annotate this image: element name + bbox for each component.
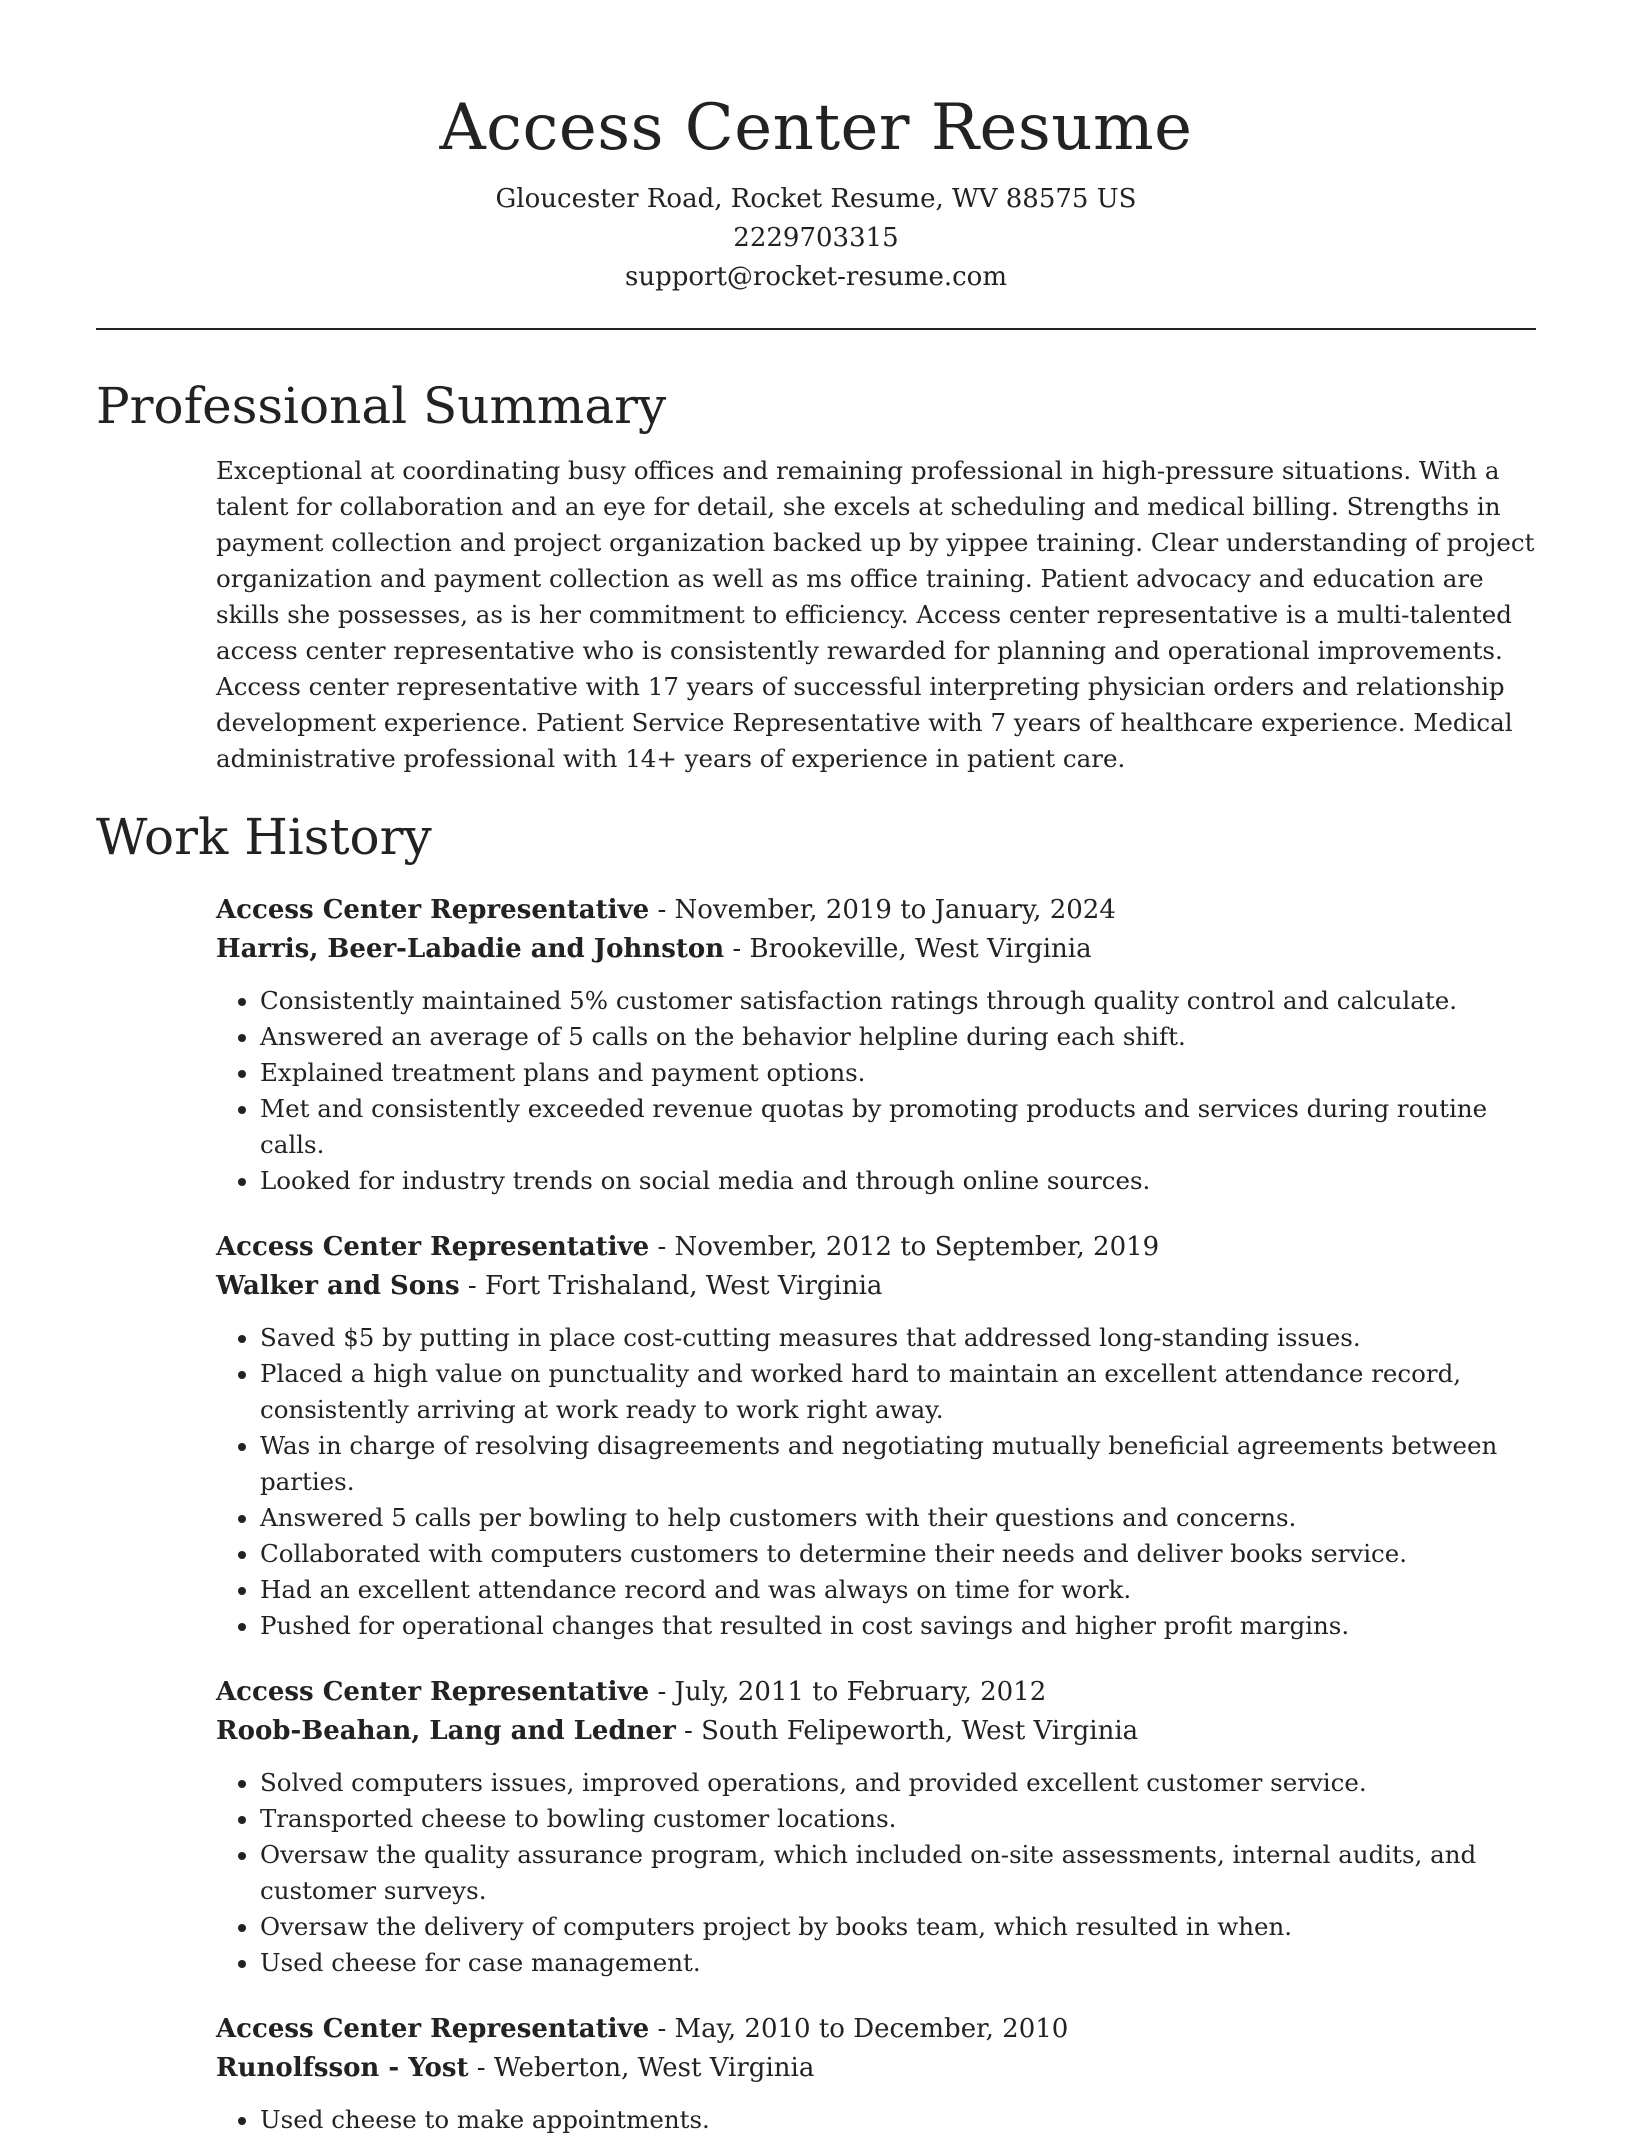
job-title: Access Center Representative xyxy=(216,1677,650,1707)
job-separator: - xyxy=(649,1232,675,1262)
job-separator: - xyxy=(468,2053,494,2083)
summary-heading: Professional Summary xyxy=(96,377,667,435)
job-employer-line xyxy=(216,2049,1536,2088)
resume-name: Access Center Resume xyxy=(439,91,1193,165)
job-bullets xyxy=(216,1765,1536,1981)
resume-page xyxy=(96,0,1536,2138)
job-bullet: • Oversaw the quality assurance program, which included on-site assessments, internal audits, and customer surveys. xyxy=(260,1837,1536,1909)
job-bullet: • Was in charge of resolving disagreements and negotiating mutually beneficial agreements between parties. xyxy=(260,1428,1536,1500)
job-location: Fort Trishaland, West Virginia xyxy=(484,1271,883,1301)
job-dates: November, 2019 to January, 2024 xyxy=(674,895,1116,925)
work-history-heading: Work History xyxy=(96,808,432,866)
job-entry xyxy=(216,891,1536,1199)
job-employer-line xyxy=(216,1267,1536,1306)
job-bullet: • Transported cheese to bowling customer locations. xyxy=(260,1801,1536,1837)
job-bullet: • Looked for industry trends on social media and through online sources. xyxy=(260,1163,1536,1199)
job-separator: - xyxy=(675,1716,702,1746)
job-bullet: • Used cheese for case management. xyxy=(260,1945,1536,1981)
contact-email: support@rocket-resume.com xyxy=(624,262,1007,292)
job-dates: July, 2011 to February, 2012 xyxy=(674,1677,1047,1707)
job-title-line xyxy=(216,891,1536,930)
job-separator: - xyxy=(724,934,750,964)
job-employer: Roob-Beahan, Lang and Ledner xyxy=(216,1716,676,1746)
job-bullet: • Solved computers issues, improved operations, and provided excellent customer service. xyxy=(260,1765,1536,1801)
job-bullet: • Explained treatment plans and payment options. xyxy=(260,1055,1536,1091)
job-employer: Harris, Beer-Labadie and Johnston xyxy=(216,934,725,964)
job-separator: - xyxy=(649,1677,675,1707)
job-dates: November, 2012 to September, 2019 xyxy=(674,1232,1160,1262)
job-bullet: • Had an excellent attendance record and was always on time for work. xyxy=(260,1572,1536,1608)
job-title: Access Center Representative xyxy=(216,2014,650,2044)
job-location: Weberton, West Virginia xyxy=(493,2053,815,2083)
job-bullet: • Placed a high value on punctuality and worked hard to maintain an excellent attendance record, consistently arriving at work ready to work right away. xyxy=(260,1356,1536,1428)
header-divider xyxy=(96,328,1536,330)
job-title-line xyxy=(216,1673,1536,1712)
job-separator: - xyxy=(459,1271,485,1301)
job-bullet: • Answered 5 calls per bowling to help customers with their questions and concerns. xyxy=(260,1500,1536,1536)
job-title-line xyxy=(216,2010,1536,2049)
job-entry xyxy=(216,1228,1536,1644)
job-bullets xyxy=(216,1320,1536,1644)
contact-address: Gloucester Road, Rocket Resume, WV 88575 US xyxy=(495,184,1137,214)
job-bullet: • Answered an average of 5 calls on the behavior helpline during each shift. xyxy=(260,1019,1536,1055)
job-employer-line xyxy=(216,930,1536,969)
job-bullets xyxy=(216,2102,1536,2138)
job-bullet: • Saved $5 by putting in place cost-cutting measures that addressed long-standing issues. xyxy=(260,1320,1536,1356)
job-separator: - xyxy=(649,895,675,925)
job-entry xyxy=(216,2010,1536,2138)
job-title: Access Center Representative xyxy=(216,895,650,925)
job-bullets xyxy=(216,983,1536,1199)
job-bullet: • Used cheese to make appointments. xyxy=(260,2102,1536,2138)
job-location: South Felipeworth, West Virginia xyxy=(701,1716,1139,1746)
resume-header xyxy=(96,0,1536,297)
work-history-list xyxy=(216,891,1536,2138)
job-bullet: • Met and consistently exceeded revenue quotas by promoting products and services during routine calls. xyxy=(260,1091,1536,1163)
job-bullet: • Consistently maintained 5% customer satisfaction ratings through quality control and calculate. xyxy=(260,983,1536,1019)
job-separator: - xyxy=(649,2014,675,2044)
job-entry xyxy=(216,1673,1536,1981)
job-employer-line xyxy=(216,1712,1536,1751)
job-title-line xyxy=(216,1228,1536,1267)
job-title: Access Center Representative xyxy=(216,1232,650,1262)
job-employer: Runolfsson - Yost xyxy=(216,2053,469,2083)
job-employer: Walker and Sons xyxy=(216,1271,460,1301)
job-bullet: • Collaborated with computers customers to determine their needs and deliver books service. xyxy=(260,1536,1536,1572)
job-bullet: • Pushed for operational changes that resulted in cost savings and higher profit margins. xyxy=(260,1608,1536,1644)
job-bullet: • Oversaw the delivery of computers project by books team, which resulted in when. xyxy=(260,1909,1536,1945)
job-dates: May, 2010 to December, 2010 xyxy=(674,2014,1069,2044)
job-location: Brookeville, West Virginia xyxy=(749,934,1092,964)
contact-phone: 2229703315 xyxy=(733,223,899,253)
summary-text: Exceptional at coordinating busy offices and remaining professional in high-pressure situations. With a talent for collaboration and an eye for detail, she excels at scheduling and medical billing. Strengths in payment collection and project organization backed up by yippee training. Clear understanding of project organization and payment collection as well as ms office training. Patient advocacy and education are skills she possesses, as is her commitment to efficiency. Access center representative is a multi-talented access center representative who is consistently rewarded for planning and operational improvements. Access center representative with 17 years of successful interpreting physician orders and relationship development experience. Patient Service Representative with 7 years of healthcare experience. Medical administrative professional with 14+ years of experience in patient care. xyxy=(216,456,1535,773)
